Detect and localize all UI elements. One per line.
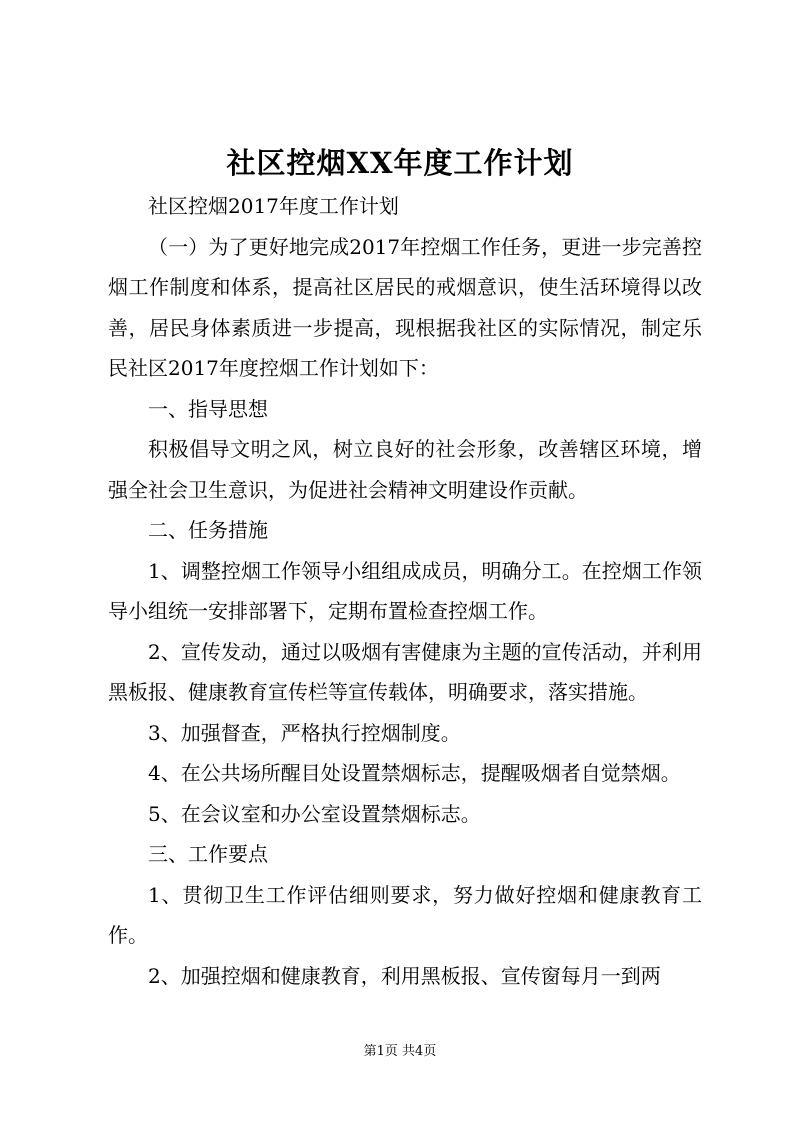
work-point-item-2: 2、加强控烟和健康教育，利用黑板报、宣传窗每月一到两 [148, 963, 661, 988]
intro-paragraph: （一）为了更好地完成2017年控烟工作任务，更进一步完善控烟工作制度和体系，提高社区居民的戒烟意识，使生活环境得以改善，居民身体素质进一步提高，现根据我社区的实际情况，制定乐民社区2017年度控烟工作计划如下： [108, 234, 702, 380]
guiding-ideology-paragraph: 积极倡导文明之风，树立良好的社会形象，改善辖区环境，增强全社会卫生意识，为促进社会精神文明建设作贡献。 [108, 437, 702, 502]
task-measure-item-2: 2、宣传发动，通过以吸烟有害健康为主题的宣传活动，并利用黑板报、健康教育宣传栏等宣传载体，明确要求，落实措施。 [108, 639, 702, 704]
section-heading-work-points: 三、工作要点 [148, 842, 268, 866]
work-point-item-1: 1、贯彻卫生工作评估细则要求，努力做好控烟和健康教育工作。 [108, 882, 702, 947]
page-number-footer: 第1页 共4页 [363, 1044, 437, 1059]
section-heading-task-measures: 二、任务措施 [148, 518, 268, 542]
task-measure-item-4: 4、在公共场所醒目处设置禁烟标志，提醒吸烟者自觉禁烟。 [148, 761, 681, 785]
section-heading-guiding-ideology: 一、指导思想 [148, 396, 268, 421]
task-measure-item-3: 3、加强督查，严格执行控烟制度。 [148, 720, 461, 745]
document-title: 社区控烟XX年度工作计划 [226, 146, 574, 180]
subtitle-paragraph: 社区控烟2017年度工作计划 [148, 194, 399, 218]
task-measure-item-5: 5、在会议室和办公室设置禁烟标志。 [148, 801, 481, 826]
task-measure-item-1: 1、调整控烟工作领导小组组成成员，明确分工。在控烟工作领导小组统一安排部署下，定期布置检查控烟工作。 [108, 558, 702, 623]
document-body [108, 186, 702, 996]
